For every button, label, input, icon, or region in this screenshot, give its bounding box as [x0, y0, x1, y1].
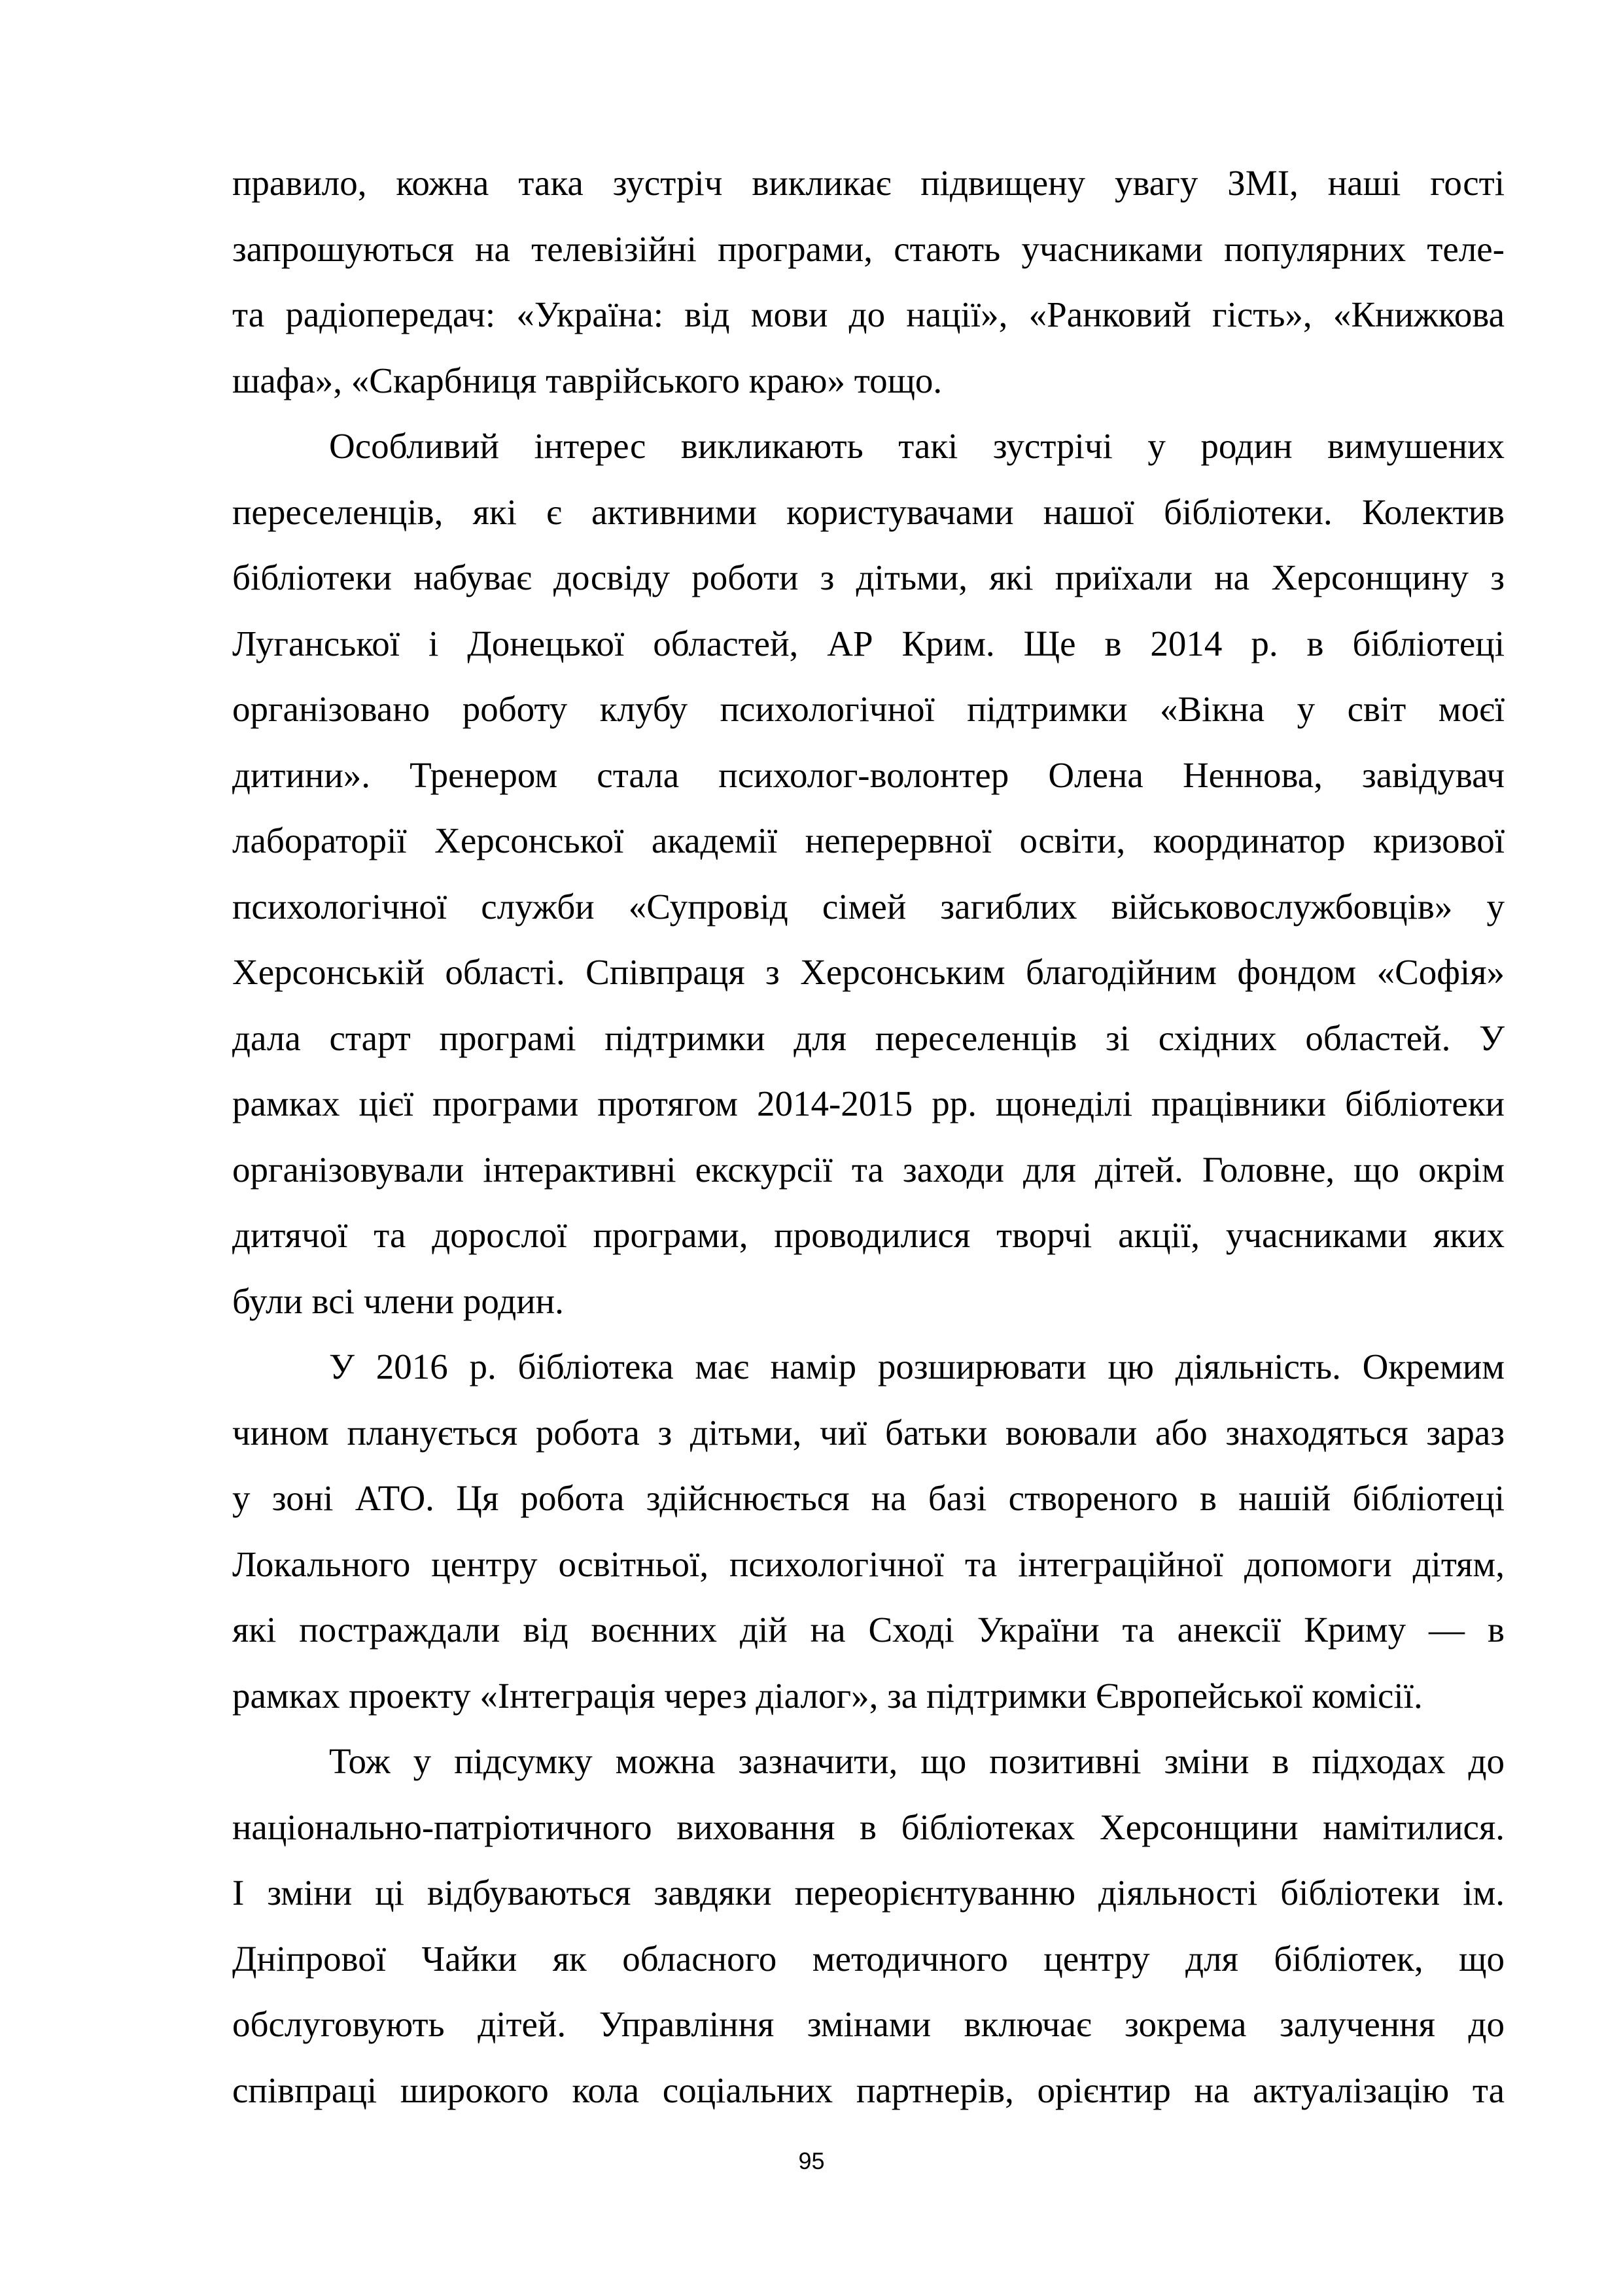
text-line: чином планується робота з дітьми, чиї батьки воювали або знаходяться зараз: [232, 1412, 1505, 1453]
text-line: переселенців, які є активними користувачами нашої бібліотеки. Колектив: [232, 491, 1505, 532]
text-line: психологічної служби «Супровід сімей загиблих військовослужбовців» у: [232, 886, 1505, 927]
text-line: організовано роботу клубу психологічної підтримки «Вікна у світ моєї: [232, 689, 1505, 729]
text-line: Тож у підсумку можна зазначити, що позитивні зміни в підходах до: [329, 1741, 1505, 1781]
text-line: Херсонській області. Співпраця з Херсонським благодійним фондом «Софія»: [232, 952, 1505, 992]
text-line: Дніпрової Чайки як обласного методичного центру для бібліотек, що: [232, 1938, 1505, 1979]
paragraph: [232, 414, 1505, 1334]
text-line: рамках цієї програми протягом 2014-2015 рр. щонеділі працівники бібліотеки: [232, 1084, 1505, 1123]
text-line: лабораторії Херсонської академії неперервної освіти, координатор кризової: [232, 821, 1505, 860]
text-line: бібліотеки набуває досвіду роботи з дітьми, які приїхали на Херсонщину з: [232, 557, 1505, 597]
text-line: І зміни ці відбуваються завдяки переорієнтуванню діяльності бібліотеки ім.: [232, 1873, 1505, 1913]
text-line: рамках проекту «Інтеграція через діалог», за підтримки Європейської комісії.: [232, 1675, 1423, 1716]
text-line: організовували інтерактивні екскурсії та заходи для дітей. Головне, що окрім: [232, 1149, 1505, 1190]
text-line: правило, кожна така зустріч викликає підвищену увагу ЗМІ, наші гості: [232, 163, 1505, 203]
text-line: Особливий інтерес викликають такі зустрічі у родин вимушених: [329, 426, 1505, 466]
text-line: співпраці широкого кола соціальних партнерів, орієнтир на актуалізацію та: [232, 2070, 1505, 2110]
paragraph: [232, 150, 1505, 414]
page-number: 95: [798, 2147, 825, 2174]
text-line: У 2016 р. бібліотека має намір розширювати цю діяльність. Окремим: [329, 1347, 1505, 1386]
text-line: національно-патріотичного виховання в бібліотеках Херсонщини намітилися.: [232, 1807, 1505, 1847]
text-line: дитини». Тренером стала психолог-волонтер Олена Неннова, завідувач: [232, 754, 1505, 795]
body-text: [232, 150, 1505, 2123]
text-line: дала старт програмі підтримки для переселенців зі східних областей. У: [232, 1017, 1505, 1058]
text-line: та радіопередач: «Україна: від мови до нації», «Ранковий гість», «Книжкова: [232, 294, 1505, 334]
text-line: були всі члени родин.: [232, 1280, 564, 1321]
text-line: дитячої та дорослої програми, проводилися творчі акції, учасниками яких: [232, 1215, 1505, 1255]
paragraph: [232, 1729, 1505, 2123]
text-line: які постраждали від воєнних дій на Сході України та анексії Криму — в: [232, 1610, 1505, 1650]
text-line: Локального центру освітньої, психологічної та інтеграційної допомоги дітям,: [232, 1544, 1505, 1584]
text-line: у зоні АТО. Ця робота здійснюється на базі створеного в нашій бібліотеці: [232, 1478, 1505, 1518]
text-line: обслуговують дітей. Управління змінами включає зокрема залучення до: [232, 2004, 1505, 2044]
text-line: шафа», «Скарбниця таврійського краю» тощо.: [232, 360, 943, 400]
paragraph: [232, 1334, 1505, 1729]
text-line: запрошуються на телевізійні програми, стають учасниками популярних теле-: [232, 228, 1505, 269]
text-line: Луганської і Донецької областей, АР Крим. Ще в 2014 р. в бібліотеці: [232, 623, 1505, 663]
